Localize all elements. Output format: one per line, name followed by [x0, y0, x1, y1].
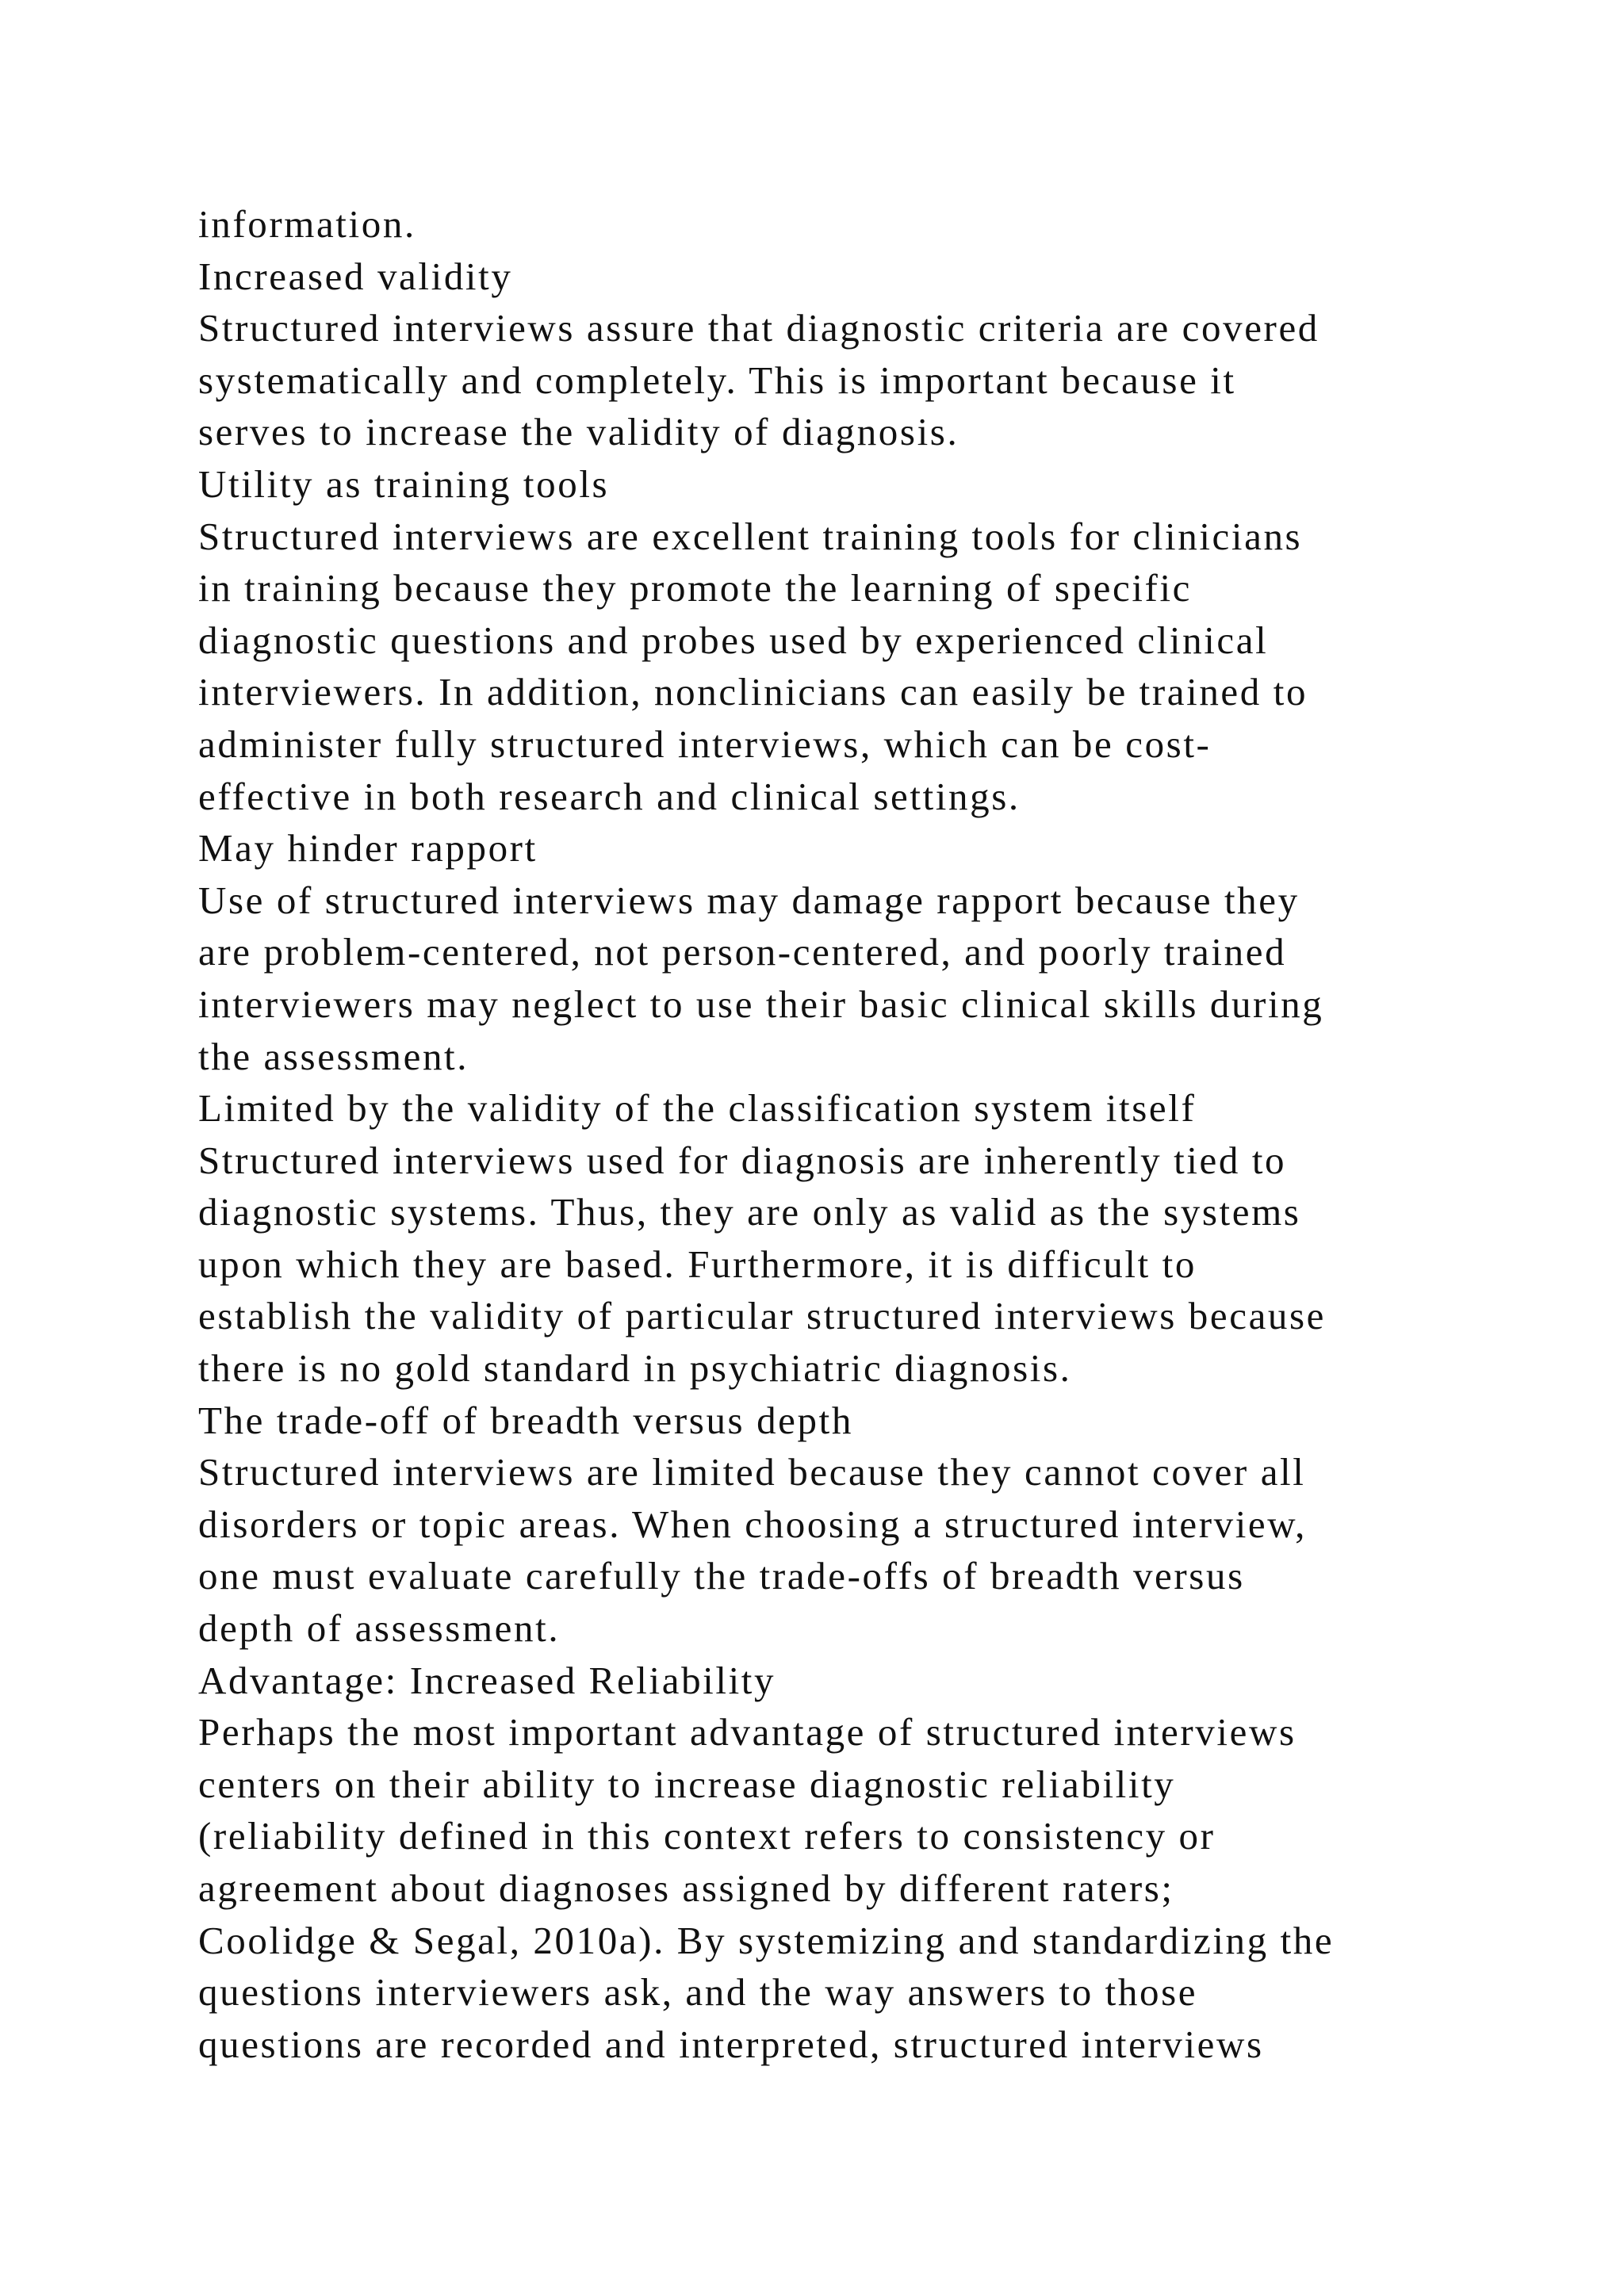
text-line: administer fully structured interviews, which can be cost- [198, 721, 1212, 766]
text-line: systematically and completely. This is important because it [198, 358, 1236, 402]
text-line: diagnostic systems. Thus, they are only as valid as the systems [198, 1190, 1301, 1234]
text-line: effective in both research and clinical settings. [198, 774, 1021, 818]
text-line: in training because they promote the learning of specific [198, 566, 1193, 610]
text-line: serves to increase the validity of diagnosis. [198, 410, 959, 454]
text-line: agreement about diagnoses assigned by different raters; [198, 1866, 1174, 1910]
text-line: there is no gold standard in psychiatric diagnosis. [198, 1346, 1072, 1391]
document-text [198, 198, 1546, 2070]
text-line: are problem-centered, not person-centered, and poorly trained [198, 930, 1287, 974]
text-line: interviewers may neglect to use their basic clinical skills during [198, 982, 1324, 1026]
text-line: Use of structured interviews may damage rapport because they [198, 878, 1300, 922]
section-heading: May hinder rapport [198, 826, 538, 871]
section-heading: Advantage: Increased Reliability [198, 1658, 776, 1702]
section-heading: Utility as training tools [198, 461, 610, 506]
text-line: depth of assessment. [198, 1606, 561, 1651]
text-line: disorders or topic areas. When choosing a structured interview, [198, 1502, 1307, 1546]
text-line: Structured interviews are limited because they cannot cover all [198, 1450, 1306, 1494]
text-line: establish the validity of particular structured interviews because [198, 1294, 1327, 1338]
text-line: Perhaps the most important advantage of structured interviews [198, 1710, 1297, 1755]
text-line: the assessment. [198, 1034, 469, 1078]
section-heading: Limited by the validity of the classification system itself [198, 1086, 1197, 1131]
text-line: Coolidge & Segal, 2010a). By systemizing and standardizing the [198, 1918, 1335, 1962]
text-line: questions interviewers ask, and the way answers to those [198, 1970, 1198, 2015]
text-line: upon which they are based. Furthermore, it is difficult to [198, 1242, 1197, 1286]
text-line: Structured interviews used for diagnosis are inherently tied to [198, 1138, 1287, 1182]
text-line: questions are recorded and interpreted, structured interviews [198, 2022, 1264, 2066]
text-line: (reliability defined in this context refers to consistency or [198, 1814, 1216, 1858]
text-line: information. [198, 202, 416, 246]
text-line: centers on their ability to increase diagnostic reliability [198, 1762, 1176, 1806]
text-line: diagnostic questions and probes used by experienced clinical [198, 618, 1269, 662]
text-line: interviewers. In addition, nonclinicians can easily be trained to [198, 670, 1308, 714]
section-heading: The trade-off of breadth versus depth [198, 1398, 853, 1442]
text-line: Structured interviews are excellent training tools for clinicians [198, 514, 1303, 558]
text-line: Structured interviews assure that diagnostic criteria are covered [198, 306, 1320, 350]
section-heading: Increased validity [198, 254, 513, 298]
text-line: one must evaluate carefully the trade-offs of breadth versus [198, 1554, 1245, 1598]
